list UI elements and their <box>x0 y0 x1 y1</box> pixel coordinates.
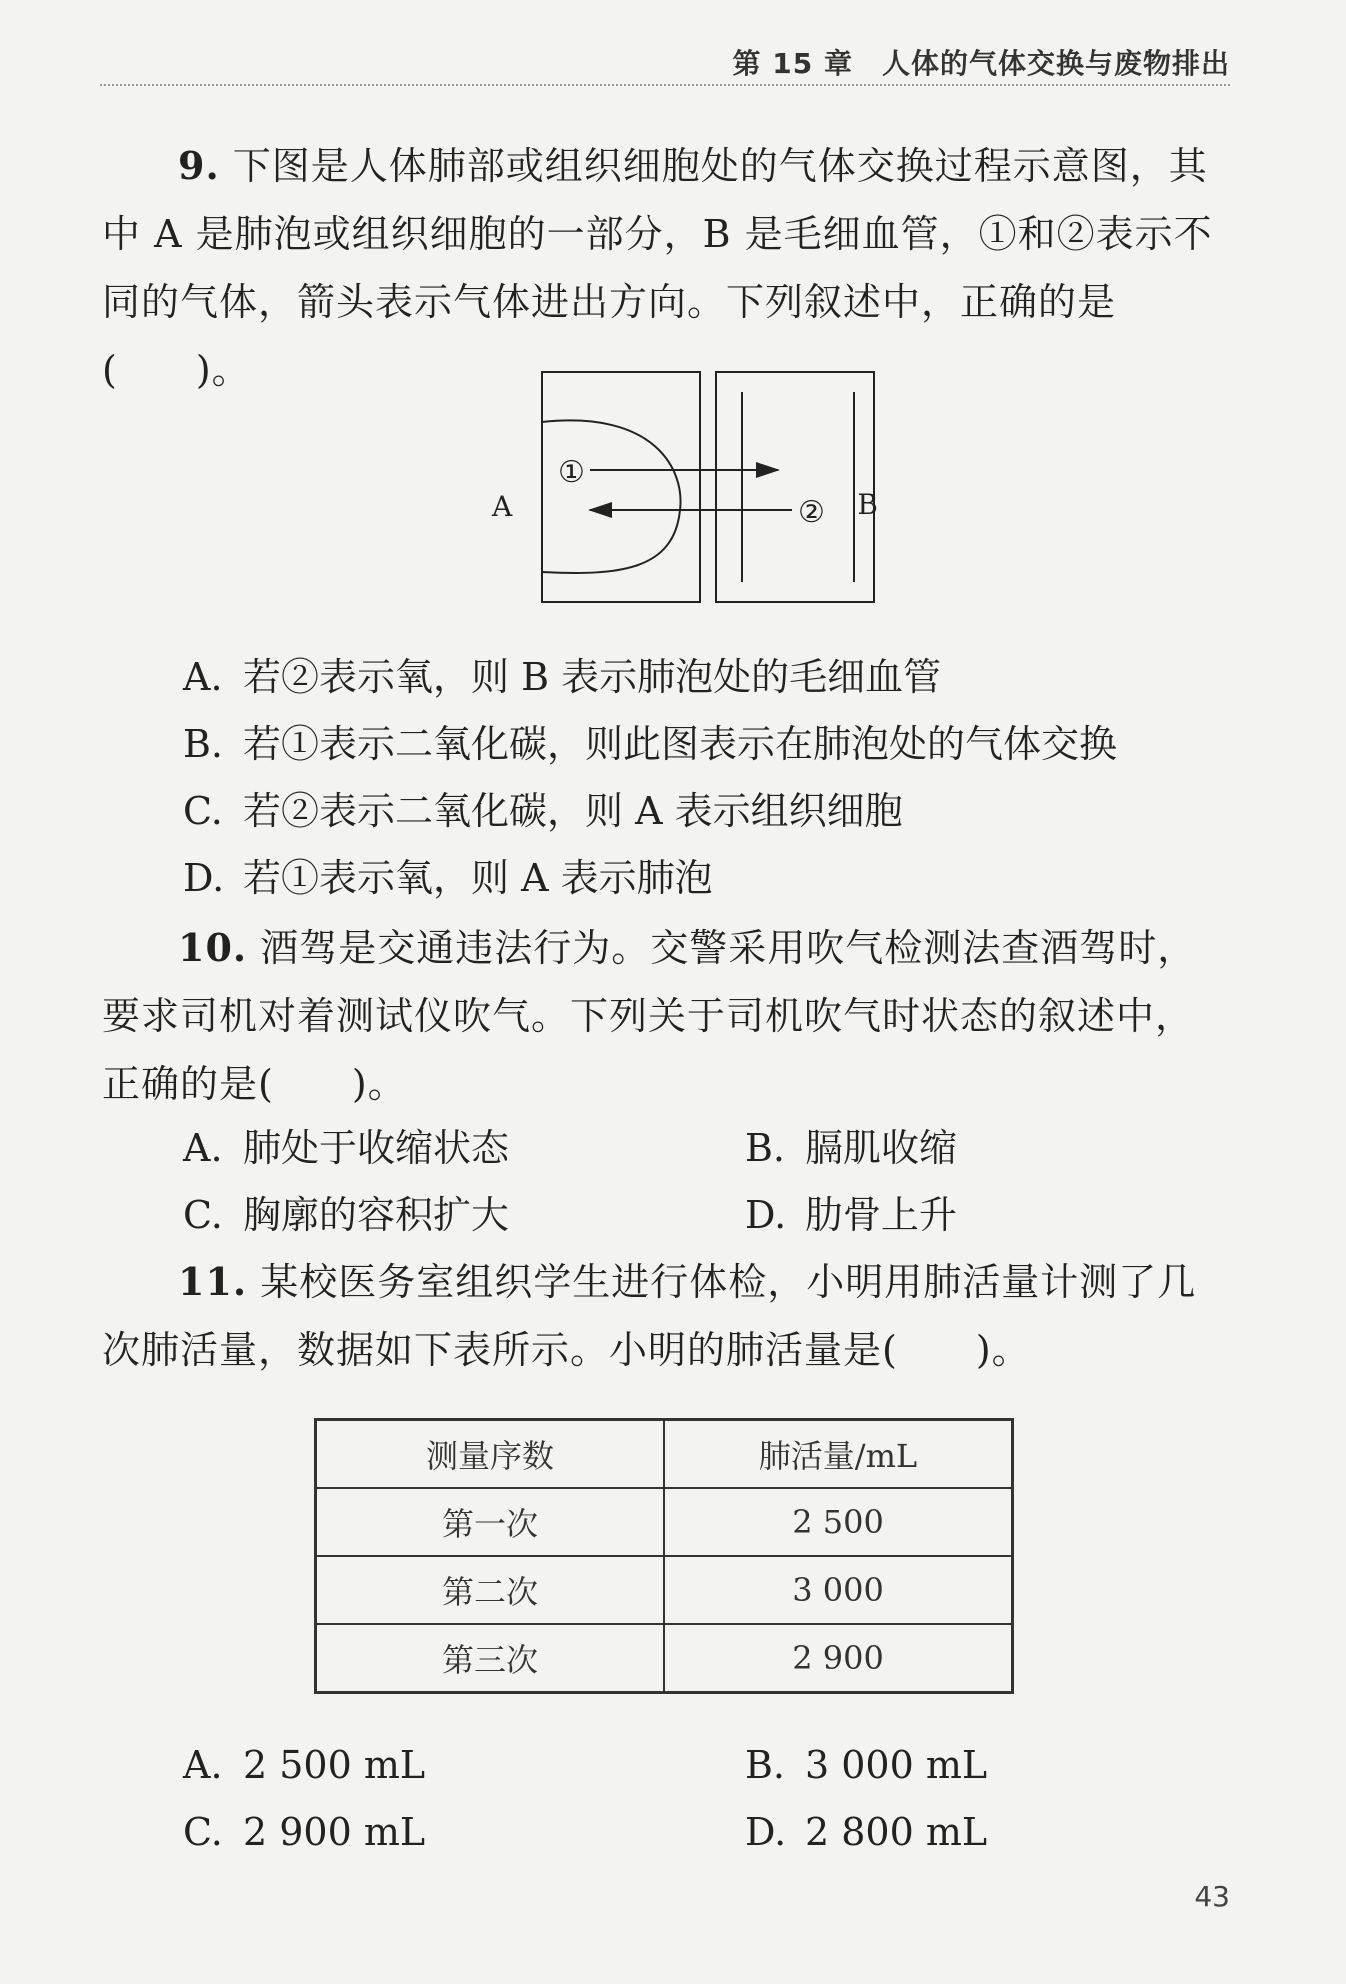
label-a: A <box>492 490 513 523</box>
question-11-stem <box>102 1248 1232 1384</box>
table-cell: 2 500 <box>664 1488 1013 1556</box>
question-10-option-a: A. 肺处于收缩状态 <box>183 1126 510 1170</box>
table-row <box>316 1556 1013 1624</box>
question-10-option-d: D. 肋骨上升 <box>745 1193 958 1237</box>
gas-2-label: ② <box>798 495 825 530</box>
question-9-option-b: B. 若①表示二氧化碳，则此图表示在肺泡处的气体交换 <box>183 722 1118 766</box>
question-9-text: 下图是人体肺部或组织细胞处的气体交换过程示意图，其中 A 是肺泡或组织细胞的一部分，B 是毛细血管，①和②表示不同的气体，箭头表示气体进出方向。下列叙述中，正确的是( )。 <box>102 144 1213 392</box>
alveolus-cell-curve <box>542 420 681 573</box>
question-11-option-c: C. 2 900 mL <box>183 1810 426 1854</box>
table-cell: 第三次 <box>316 1624 665 1693</box>
table-cell: 2 900 <box>664 1624 1013 1693</box>
question-11-option-d: D. 2 800 mL <box>745 1810 988 1854</box>
table-cell: 3 000 <box>664 1556 1013 1624</box>
question-10-option-c: C. 胸廓的容积扩大 <box>183 1193 510 1237</box>
table-header-cell: 肺活量/mL <box>664 1420 1013 1489</box>
region-b-box <box>716 372 874 602</box>
question-11-option-a: A. 2 500 mL <box>183 1743 426 1787</box>
question-9-option-d: D. 若①表示氧，则 A 表示肺泡 <box>183 856 713 900</box>
table-header-cell: 测量序数 <box>316 1420 665 1489</box>
label-b: B <box>857 488 878 521</box>
question-10-text: 酒驾是交通违法行为。交警采用吹气检测法查酒驾时，要求司机对着测试仪吹气。下列关于司机吹气时状态的叙述中，正确的是( )。 <box>102 926 1197 1106</box>
table-cell: 第一次 <box>316 1488 665 1556</box>
question-11-option-b: B. 3 000 mL <box>745 1743 988 1787</box>
question-10-option-b: B. 膈肌收缩 <box>745 1126 958 1170</box>
question-10-number: 10. <box>178 925 248 970</box>
question-9-option-c: C. 若②表示二氧化碳，则 A 表示组织细胞 <box>183 789 903 833</box>
table-cell: 第二次 <box>316 1556 665 1624</box>
question-9-number: 9. <box>178 143 220 188</box>
page-number: 43 <box>1194 1880 1230 1913</box>
question-9-option-a: A. 若②表示氧，则 B 表示肺泡处的毛细血管 <box>183 655 942 699</box>
question-11-number: 11. <box>178 1259 248 1304</box>
gas-1-label: ① <box>558 455 585 490</box>
table-row <box>316 1488 1013 1556</box>
table-row <box>316 1624 1013 1693</box>
table-header-row <box>316 1420 1013 1489</box>
lung-capacity-table <box>314 1418 1014 1694</box>
chapter-title: 第 15 章 人体的气体交换与废物排出 <box>732 47 1230 80</box>
gas-exchange-diagram <box>480 360 880 620</box>
page-header <box>100 38 1230 86</box>
question-10-stem <box>102 914 1232 1118</box>
question-11-text: 某校医务室组织学生进行体检，小明用肺活量计测了几次肺活量，数据如下表所示。小明的肺活量是( )。 <box>102 1260 1197 1372</box>
